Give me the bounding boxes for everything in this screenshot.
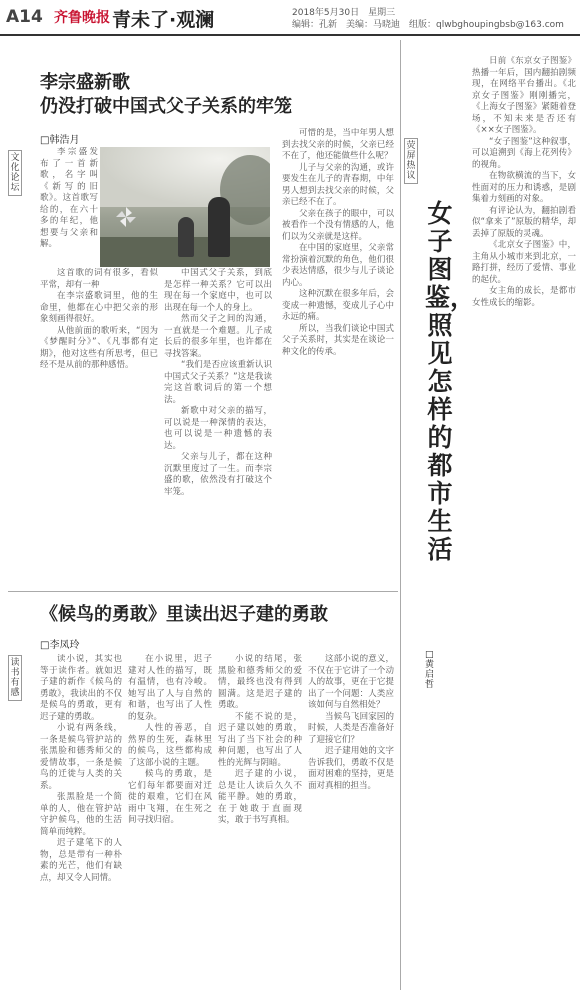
article3-p5: 《北京女子图鉴》中，主角从小城市来到北京，一路打拼，经历了爱情、事业的起伏。 [472, 240, 576, 285]
article1-col1 [40, 268, 158, 584]
article3-p2: “女子图鉴”这种叙事，可以追溯到《海上花列传》的视角。 [472, 136, 576, 170]
article2-title: 《候鸟的勇敢》里读出迟子建的勇敢 [40, 604, 328, 625]
page-number: A14 [6, 7, 43, 27]
header-editors: 编辑：孔新 美编：马晓迪 组版：qlwbghoupingbsb@163.com [292, 20, 564, 30]
article1-col4-p3: 所以，当我们谈论中国式父子关系时，其实是在谈论一种文化的传承。 [282, 323, 394, 357]
newspaper-logo: 齐鲁晚报 [54, 10, 110, 26]
page-header [0, 0, 580, 36]
article3-title: 女子图鉴，照见怎样的都市生活 [425, 199, 476, 564]
article2-col3-p2: 不能不说的是，迟子建以她的勇敢，写出了当下社会的种种问题，也写出了人性的光辉与阴暗。 [218, 711, 302, 768]
article1-col3-p4: 新歌中对父亲的描写，可以说是一种深情的表达，也可以说是一种遗憾的表达。 [164, 406, 272, 451]
article1-col2 [282, 128, 394, 584]
article1-col3-p1: 中国式父子关系，到底是怎样一种关系？它可以出现在每一个家庭中，也可以出现在每一个人的身上。 [164, 268, 272, 313]
article-divider [8, 591, 398, 592]
article1-col3 [164, 268, 272, 584]
article2-col4-p3: 迟子建用她的文字告诉我们，勇敢不仅是面对困难的坚持，更是面对真相的担当。 [308, 746, 394, 791]
article1-byline: □韩浩月 [40, 135, 80, 146]
article2-col4-p2: 当候鸟飞回家园的时候，人类是否准备好了迎接它们？ [308, 711, 394, 745]
article2-col2-p3: 候鸟的勇敢，是它们每年都要面对迁徙的艰难，它们在风雨中飞翔，在生死之间寻找归宿。 [128, 769, 212, 825]
article1-col2-p1: 可惜的是，当中年男人想到去找父亲的时候，父亲已经不在了，他还能做些什么呢？ [282, 128, 394, 161]
article1-col1-p2: 这首歌的词有很多，看似平常，却有一种 [40, 268, 158, 290]
photo-figure-adult [208, 197, 230, 257]
article2-col3 [218, 654, 302, 989]
article1-col4-p1: 在中国的家庭里，父亲常常扮演着沉默的角色，他们很少表达情感，很少与儿子谈论内心。 [282, 243, 394, 288]
article1-col3-p3: “我们是否应该重新认识中国式父子关系？”这是我读完这首歌词后的第一个想法。 [164, 360, 272, 405]
column-divider [400, 40, 401, 990]
header-date: 2018年5月30日 星期三 [292, 8, 396, 18]
article2-col1-p4: 迟子建笔下的人物，总是带有一种朴素的光芒，他们有缺点，却又令人同情。 [40, 838, 122, 883]
article1-col3-p2: 然而父子之间的沟通，一直就是一个难题。儿子成长后的很多年里，也许都在寻找答案。 [164, 314, 272, 359]
article2-byline: □李凤玲 [40, 640, 80, 651]
article2-col1-p2: 小说有两条线，一条是候鸟管护站的张黑脸和德秀师父的爱情故事，一条是候鸟的迁徙与人类的关系。 [40, 723, 122, 791]
article3-tag: 荧屏热议 [404, 138, 418, 184]
header-meta [292, 7, 564, 31]
article1-col1-p4: 从他前面的歌听来，“因为《梦醒时分》”、《凡事都有定期》，他对这些有所思考，但已经不是从前的那种感悟。 [40, 325, 158, 370]
article1-col4-p2: 这种沉默在很多年后，会变成一种遗憾，变成儿子心中永远的痛。 [282, 289, 394, 322]
section-title: 青未了·观澜 [112, 9, 215, 31]
article2-col2 [128, 654, 212, 989]
article2-col1-p1: 读小说，其实也等于读作者。就如迟子建的新作《候鸟的勇敢》，我读出的不仅是候鸟的勇敢，更有迟子建的勇敢。 [40, 654, 122, 722]
article1-photo [100, 147, 270, 267]
article1-tag: 文化论坛 [8, 150, 22, 196]
article2-col4 [308, 654, 394, 989]
article1-title-line1: 李宗盛新歌 [40, 72, 130, 93]
article3-p4: 有评论认为，翻拍剧看似“拿来了”原版的精华，却丢掉了原版的灵魂。 [472, 205, 576, 239]
pinwheel-icon [116, 207, 136, 227]
article1-title-line2: 仍没打破中国式父子关系的牢笼 [40, 96, 292, 117]
article1-col2-p3: 父亲在孩子的眼中，可以被看作一个没有情感的人，他们以为父亲就是这样。 [282, 208, 394, 242]
article3-p1: 日前《东京女子图鉴》热播一年后，国内翻拍剧频现，在网络平台播出。《北京女子图鉴》刚刚播完，《上海女子图鉴》紧随着登场，不知未来是否还有《××女子图鉴》。 [472, 56, 576, 135]
article2-col3-p3: 迟子建的小说，总是让人读后久久不能平静。她的勇敢，在于她敢于直面现实，敢于书写真相。 [218, 769, 302, 825]
article1-col1a [40, 147, 98, 265]
article3-p6: 女主角的成长，是都市女性成长的缩影。 [472, 286, 576, 308]
article1-col2-p2: 儿子与父亲的沟通，或许要发生在儿子的青春期，中年男人想到去找父亲的时候，父亲已经不在了。 [282, 162, 394, 207]
article2-col2-p2: 人性的善恶，自然界的生死，森林里的候鸟，这些都构成了这部小说的主题。 [128, 723, 212, 768]
article2-col1 [40, 654, 122, 989]
article3-byline: □黄启哲 [425, 650, 435, 690]
article2-col2-p1: 在小说里，迟子建对人性的描写，既有温情，也有冷峻。她写出了人与自然的和谐，也写出了人性的复杂。 [128, 654, 212, 722]
article2-col3-p1: 小说的结尾，张黑脸和德秀师父的爱情，最终也没有得到圆满。这是迟子建的勇敢。 [218, 654, 302, 710]
article2-tag: 读书有感 [8, 655, 22, 701]
article3-p3: 在物欲横流的当下，女性面对的压力和诱惑，是剧集着力刻画的对象。 [472, 171, 576, 204]
article3-col1 [472, 56, 576, 990]
article1-col3-p5: 父亲与儿子，都在这种沉默里度过了一生。而李宗盛的歌，依然没有打破这个牢笼。 [164, 452, 272, 497]
article2-col1-p3: 张黑脸是一个简单的人，他在管护站守护候鸟，他的生活简单而纯粹。 [40, 792, 122, 837]
article1-col1-p1: 李宗盛发布了一首新歌，名字叫《新写的旧歌》。这首歌写给的，在六十多的年纪，他想要与父亲和解。 [40, 147, 98, 249]
photo-figure-child [178, 217, 194, 257]
article2-col4-p1: 这部小说的意义，不仅在于它讲了一个动人的故事，更在于它提出了一个问题：人类应该如何与自然相处？ [308, 654, 394, 710]
article1-col1-p3: 在李宗盛歌词里，他的生命里，他都在心中把父亲的形象刻画得很好。 [40, 291, 158, 324]
